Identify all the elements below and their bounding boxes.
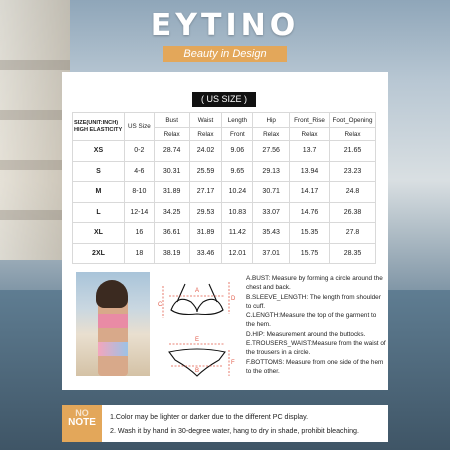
note-badge: NO NOTE (62, 405, 102, 442)
table-cell: 38.19 (154, 243, 189, 264)
note-bust: A.BUST: Measure by forming a circle around the chest and back. (246, 275, 383, 292)
table-cell: 2XL (73, 243, 125, 264)
diagram-label: A (195, 288, 200, 294)
table-cell: 16 (124, 223, 154, 244)
us-size-tag: ( US SIZE ) (192, 92, 256, 107)
table-cell: 9.06 (222, 141, 253, 162)
table-cell: 31.89 (154, 182, 189, 203)
table-cell: 11.42 (222, 223, 253, 244)
table-subheader-cell: Relax (253, 128, 290, 141)
table-subheader-cell: Relax (154, 128, 189, 141)
table-cell: S (73, 161, 125, 182)
table-header-cell: Front_Rise (290, 113, 330, 128)
table-cell: 12-14 (124, 202, 154, 223)
table-row (73, 243, 376, 264)
table-cell: 9.65 (222, 161, 253, 182)
care-note-strip (62, 405, 388, 442)
table-row (73, 182, 376, 203)
table-header-cell: Waist (189, 113, 222, 128)
table-cell: 8-10 (124, 182, 154, 203)
table-cell: 33.46 (189, 243, 222, 264)
table-subheader-cell: Relax (189, 128, 222, 141)
diagram-label: E (195, 337, 200, 343)
table-row (73, 202, 376, 223)
table-cell: L (73, 202, 125, 223)
note-length: C.LENGTH:Measure the top of the garment to the hem. (246, 312, 377, 329)
table-cell: 21.65 (330, 141, 376, 162)
table-row (73, 223, 376, 244)
table-cell: 28.74 (154, 141, 189, 162)
table-cell: 25.59 (189, 161, 222, 182)
table-cell: 13.94 (290, 161, 330, 182)
table-cell: XS (73, 141, 125, 162)
table-cell: 27.8 (330, 223, 376, 244)
table-row (73, 161, 376, 182)
table-cell: 14.76 (290, 202, 330, 223)
table-header-cell: Bust (154, 113, 189, 128)
table-subheader-cell: Relax (290, 128, 330, 141)
table-cell: 30.71 (253, 182, 290, 203)
table-cell: 24.02 (189, 141, 222, 162)
table-cell: XL (73, 223, 125, 244)
brand-tagline: Beauty in Design (163, 46, 286, 62)
table-cell: 10.83 (222, 202, 253, 223)
table-cell: 0-2 (124, 141, 154, 162)
table-cell: 34.25 (154, 202, 189, 223)
table-cell: 33.07 (253, 202, 290, 223)
table-cell: 36.61 (154, 223, 189, 244)
table-cell: 10.24 (222, 182, 253, 203)
table-cell: 15.75 (290, 243, 330, 264)
table-header-cell: SIZE(UNIT:INCH) HIGH ELASTICITY (73, 113, 125, 141)
table-header-cell: US Size (124, 113, 154, 141)
diagram-label: D (231, 296, 236, 302)
note-sleeve-length: B.SLEEVE_LENGTH: The length from shoulder to cuff. (246, 293, 381, 310)
brand-title: EYTINO (150, 8, 300, 43)
table-cell: 29.53 (189, 202, 222, 223)
note-trousers-waist: E.TROUSERS_WAIST:Measure from the waist of the trousers in a circle. (246, 340, 386, 357)
table-subheader-cell: Front (222, 128, 253, 141)
table-cell: 31.89 (189, 223, 222, 244)
table-cell: 23.23 (330, 161, 376, 182)
table-cell: 28.35 (330, 243, 376, 264)
measurement-diagram (157, 272, 237, 382)
table-cell: 18 (124, 243, 154, 264)
table-cell: 15.35 (290, 223, 330, 244)
table-cell: 30.31 (154, 161, 189, 182)
table-cell: 12.01 (222, 243, 253, 264)
care-note-wash: 2. Wash it by hand in 30-degree water, hang to dry in shade, prohibit bleaching. (110, 427, 359, 435)
care-note-color: 1.Color may be lighter or darker due to the different PC display. (110, 413, 309, 421)
care-note-lines (110, 410, 384, 438)
diagram-label: C (158, 302, 163, 308)
table-header-row (73, 113, 376, 128)
note-bottoms: F.BOTTOMS: Measure from one side of the hem to the other. (246, 358, 384, 375)
table-cell: 35.43 (253, 223, 290, 244)
size-chart-card (62, 72, 388, 390)
table-row (73, 141, 376, 162)
table-header-cell: Length (222, 113, 253, 128)
table-cell: M (73, 182, 125, 203)
table-cell: 27.56 (253, 141, 290, 162)
table-cell: 13.7 (290, 141, 330, 162)
table-cell: 26.38 (330, 202, 376, 223)
table-subheader-cell: Relax (330, 128, 376, 141)
diagram-label: B (195, 368, 200, 374)
table-cell: 24.8 (330, 182, 376, 203)
table-cell: 4-6 (124, 161, 154, 182)
table-header-cell: Hip (253, 113, 290, 128)
note-hip: D.HIP: Measurement around the buttocks. (246, 330, 366, 338)
diagram-label: F (231, 360, 235, 366)
table-header-cell: Foot_Opening (330, 113, 376, 128)
table-cell: 37.01 (253, 243, 290, 264)
table-cell: 29.13 (253, 161, 290, 182)
size-table (72, 112, 376, 264)
table-cell: 14.17 (290, 182, 330, 203)
measurement-notes (246, 274, 386, 376)
table-cell: 27.17 (189, 182, 222, 203)
model-photo (76, 272, 150, 376)
header (0, 8, 450, 62)
